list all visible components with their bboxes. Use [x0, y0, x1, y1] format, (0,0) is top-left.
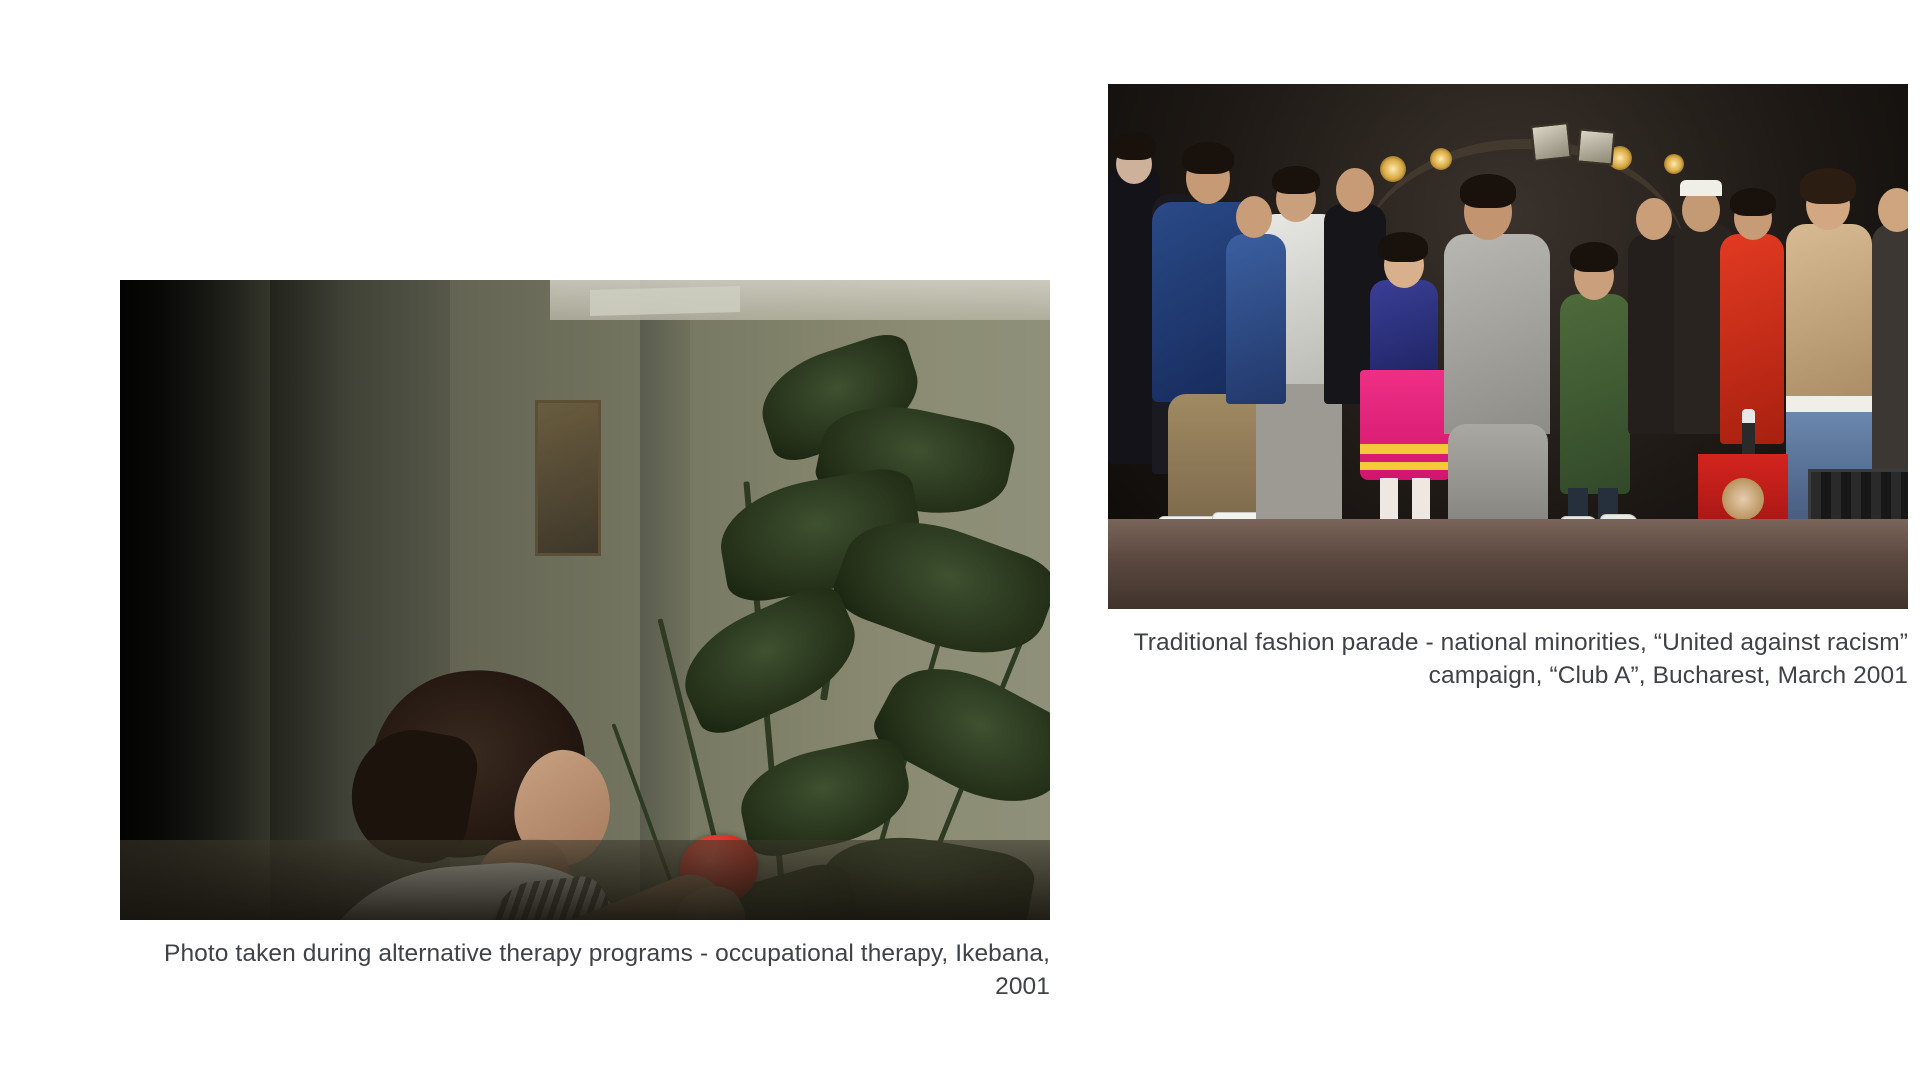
- man-grey-tunic-hair: [1460, 174, 1516, 208]
- man-white-shirt-trousers: [1256, 384, 1342, 534]
- left-shadow-overlay: [120, 280, 350, 920]
- window-strip: [590, 286, 740, 316]
- wall-picture-frame: [535, 400, 601, 556]
- crowd-person-head: [1636, 198, 1672, 240]
- figure-ikebana: [120, 280, 1050, 1003]
- caption-parade: Traditional fashion parade - national minorities, “United against racism” campaign, “Club A”, Bucharest, March 2001: [1133, 629, 1908, 689]
- crowd-person-head: [1236, 196, 1272, 238]
- ceiling-lamp: [1430, 148, 1452, 170]
- woman-tan-jacket: [1786, 224, 1872, 404]
- man-blue-jacket-trousers: [1168, 394, 1258, 524]
- photo-parade: [1108, 84, 1908, 609]
- wall-panel: [1577, 128, 1616, 165]
- skirt-trim: [1360, 444, 1452, 454]
- woman-red-hair: [1730, 188, 1776, 216]
- girl-blue-embroidered-jacket: [1370, 280, 1438, 376]
- ceiling-lamp: [1380, 156, 1406, 182]
- girl-hair: [1378, 232, 1428, 262]
- crowd-person-hair: [1112, 132, 1156, 160]
- floor-shadow: [120, 840, 1050, 920]
- child-hair: [1570, 242, 1618, 272]
- crowd-person-blue: [1226, 234, 1286, 404]
- crowd-person-head: [1336, 168, 1374, 212]
- man-grey-trousers: [1448, 424, 1548, 534]
- white-cap: [1680, 180, 1722, 196]
- caption-ikebana: Photo taken during alternative therapy programs - occupational therapy, Ikebana, 2001: [164, 940, 1050, 1000]
- venue-floor: [1108, 519, 1908, 609]
- wall-panel: [1530, 122, 1572, 162]
- pedestal-emblem: [1722, 478, 1764, 520]
- ceiling-lamp: [1664, 154, 1684, 174]
- skirt-trim: [1360, 462, 1452, 470]
- figure-parade: [1108, 84, 1908, 692]
- man-white-shirt-hair: [1272, 166, 1320, 194]
- man-grey-tunic: [1444, 234, 1550, 434]
- man-blue-jacket-hair: [1182, 142, 1234, 174]
- woman-tan-hair: [1800, 168, 1856, 204]
- child-green-dress: [1560, 294, 1630, 494]
- photo-ikebana: [120, 280, 1050, 920]
- crowd-person-head: [1878, 188, 1908, 232]
